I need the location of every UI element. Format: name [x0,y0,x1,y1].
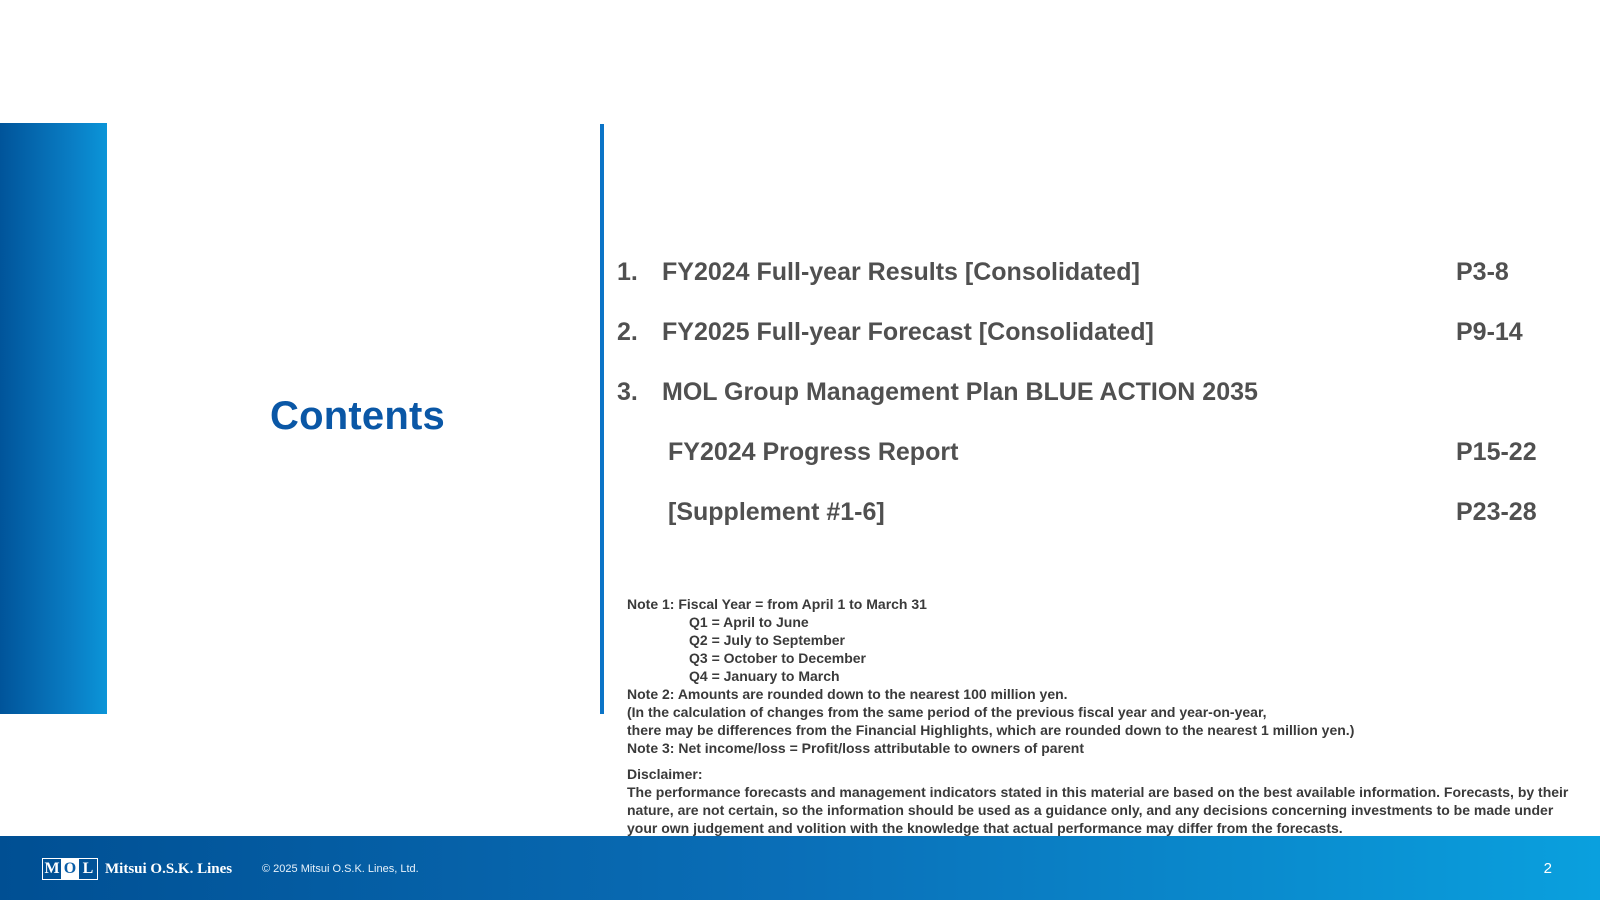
page-title: Contents [270,394,445,438]
disclaimer-heading: Disclaimer: [627,766,703,782]
notes-block [627,595,1354,757]
note-2-detail-cont: there may be differences from the Financial Highlights, which are rounded down to the nearest 1 million yen.) [627,722,1355,738]
note-2: Note 2: Amounts are rounded down to the nearest 100 million yen. [627,686,1068,702]
toc-number: 2. [617,318,638,346]
page-number: 2 [1543,860,1552,877]
toc-page-2: P9-14 [1456,318,1523,346]
logo-company-name: Mitsui O.S.K. Lines [105,860,233,877]
logo-letter-o: O [61,859,79,879]
note-2-detail: (In the calculation of changes from the same period of the previous fiscal year and year-on-year, [627,704,1267,720]
toc-text: MOL Group Management Plan BLUE ACTION 2035 [662,378,1258,406]
disclaimer-body: The performance forecasts and management indicators stated in this material are based on the best available information. Forecasts, by their nature, are not certain, so the information should be used as a guidance only, and any decisions concerning investments to be made under your own judgement and volition with the knowledge that actual performance may differ from the forecasts. [627,784,1569,836]
disclaimer-block [627,765,1577,837]
toc-text: FY2024 Progress Report [668,438,959,466]
toc-page-3: P15-22 [1456,438,1537,466]
toc-number: 3. [617,378,638,406]
logo-letter-m: M [44,860,60,877]
company-logo [42,858,232,880]
note-q2: Q2 = July to September [689,632,845,648]
note-1: Note 1: Fiscal Year = from April 1 to March 31 [627,596,927,612]
footer-bar [0,836,1600,900]
note-q4: Q4 = January to March [689,668,840,684]
left-accent-band [0,123,107,714]
copyright-text: © 2025 Mitsui O.S.K. Lines, Ltd. [262,863,419,875]
toc-text: [Supplement #1-6] [668,498,885,526]
toc-page-1: P3-8 [1456,258,1509,286]
vertical-divider [600,124,604,714]
note-q3: Q3 = October to December [689,650,867,666]
mol-logo-icon [42,858,98,880]
logo-letter-l: L [82,860,94,877]
toc-number: 1. [617,258,638,286]
toc-page-4: P23-28 [1456,498,1537,526]
note-q1: Q1 = April to June [689,614,809,630]
note-3: Note 3: Net income/loss = Profit/loss attributable to owners of parent [627,740,1085,756]
toc-text: FY2025 Full-year Forecast [Consolidated] [662,318,1154,346]
toc-text: FY2024 Full-year Results [Consolidated] [662,258,1140,286]
